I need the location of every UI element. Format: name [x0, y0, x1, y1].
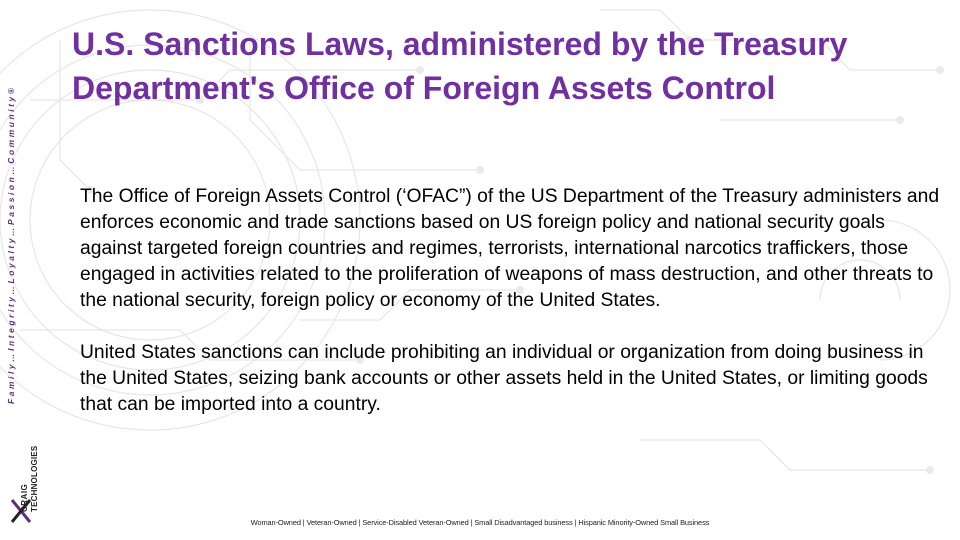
- sidebar-tagline: Family…Integrity…Loyalty…Passion…Community®: [6, 85, 16, 404]
- logo-line-2: TECHNOLOGIES: [30, 445, 39, 512]
- body-paragraph: The Office of Foreign Assets Control (‘OFAC”) of the US Department of the Treasury administers and enforces economic and trade sanctions based on US foreign policy and national security goals against targeted foreign countries and regimes, terrorists, international narcotics traffickers, those engaged in activities related to the proliferation of weapons of mass destruction, and other threats to the national security, foreign policy or economy of the United States.: [80, 186, 940, 311]
- logo-line-1: CRAIG: [20, 483, 29, 512]
- footer-certifications: Woman-Owned | Veteran-Owned | Service-Disabled Veteran-Owned | Small Disadvantaged business | Hispanic Minority-Owned Small Business: [250, 518, 710, 527]
- company-logo: [10, 418, 46, 524]
- body-paragraph: United States sanctions can include prohibiting an individual or organization from doing business in the United States, seizing bank accounts or other assets held in the United States, or limiting goods that can be imported into a country.: [80, 342, 928, 415]
- slide-title: U.S. Sanctions Laws, administered by the Treasury Department's Office of Foreign Assets Control: [72, 26, 848, 106]
- body-text: [80, 184, 940, 418]
